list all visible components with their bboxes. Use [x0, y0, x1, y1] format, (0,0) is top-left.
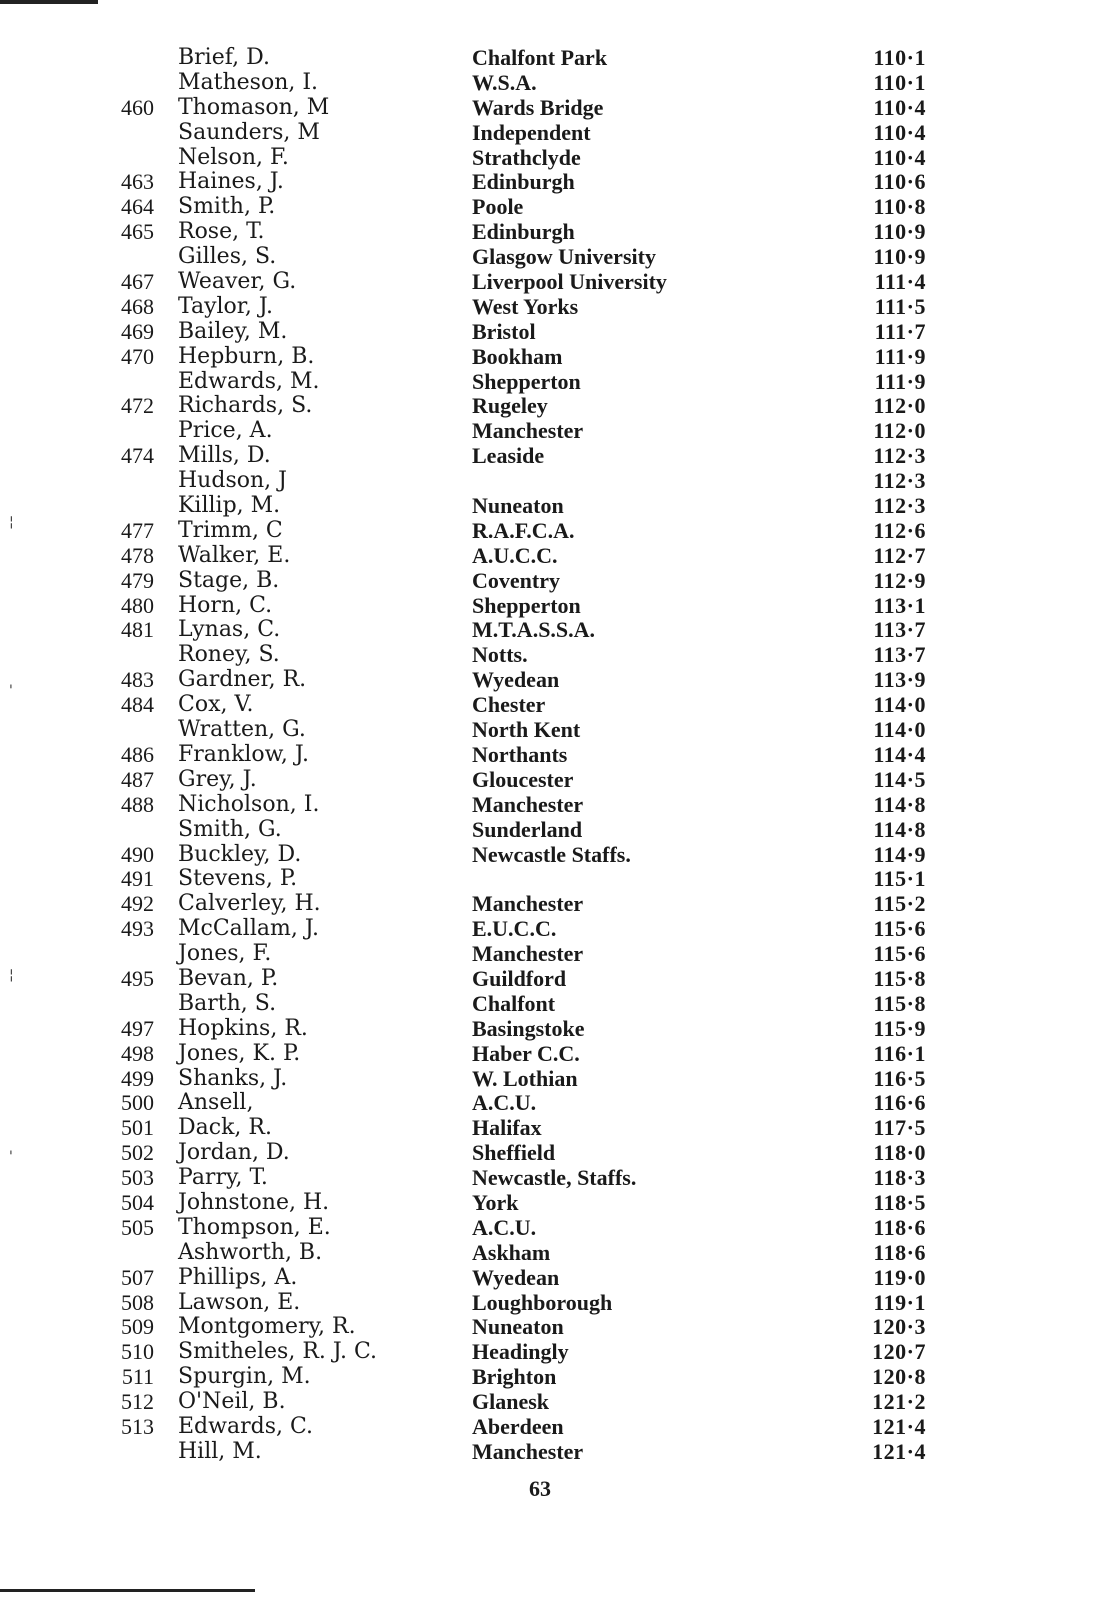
club-name: Wyedean	[472, 1264, 560, 1290]
finish-time: 114·9	[873, 841, 926, 867]
rider-name: Gilles, S.	[178, 244, 277, 270]
rider-name: Haines, J.	[178, 169, 284, 195]
result-row	[0, 1390, 1103, 1415]
club-name: Haber C.C.	[472, 1040, 580, 1066]
finish-time: 112·3	[873, 443, 926, 469]
finish-time: 111·7	[874, 318, 926, 344]
club-name: Manchester	[472, 418, 584, 444]
result-row	[0, 643, 1103, 668]
finish-time: 114·8	[873, 816, 926, 842]
club-name: Halifax	[472, 1115, 542, 1141]
club-name: Coventry	[472, 567, 560, 593]
finish-time: 113·9	[873, 667, 926, 693]
rider-name: Hudson, J	[178, 468, 287, 494]
position-number: 483	[121, 667, 154, 693]
club-name: Glanesk	[472, 1389, 550, 1415]
rider-name: Trimm, C	[178, 517, 283, 543]
club-name: Newcastle Staffs.	[472, 841, 631, 867]
result-row	[0, 718, 1103, 743]
club-name: A.C.U.	[472, 1090, 537, 1116]
finish-time: 110·1	[873, 45, 926, 70]
result-row	[0, 270, 1103, 295]
position-number: 500	[121, 1090, 154, 1116]
result-row	[0, 46, 1103, 71]
position-number: 510	[121, 1339, 154, 1365]
club-name: M.T.A.S.S.A.	[472, 617, 596, 643]
rider-name: O'Neil, B.	[178, 1389, 286, 1415]
result-row	[0, 519, 1103, 544]
club-name: W.S.A.	[472, 69, 537, 95]
finish-time: 110·1	[873, 69, 926, 95]
rider-name: Johnstone, H.	[178, 1189, 330, 1215]
club-name: Nuneaton	[472, 493, 564, 519]
result-row	[0, 1440, 1103, 1465]
rider-name: Thomason, M	[178, 94, 330, 120]
club-name: Notts.	[472, 642, 528, 668]
club-name: Aberdeen	[472, 1413, 564, 1439]
result-row	[0, 195, 1103, 220]
result-row	[0, 71, 1103, 96]
club-name: Glasgow University	[472, 244, 656, 270]
rider-name: Roney, S.	[178, 642, 280, 668]
rider-name: Hill, M.	[178, 1438, 262, 1464]
club-name: Guildford	[472, 965, 567, 991]
result-row	[0, 544, 1103, 569]
club-name: West Yorks	[472, 293, 579, 319]
finish-time: 112·9	[873, 567, 926, 593]
finish-time: 110·9	[873, 219, 926, 245]
finish-time: 118·3	[873, 1165, 926, 1191]
result-row	[0, 419, 1103, 444]
position-number: 488	[121, 791, 154, 817]
finish-time: 121·4	[872, 1413, 926, 1439]
result-row	[0, 967, 1103, 992]
position-number: 498	[121, 1040, 154, 1066]
position-number: 467	[121, 269, 154, 295]
club-name: Manchester	[472, 1438, 584, 1464]
club-name: Leaside	[472, 443, 545, 469]
club-name: Wards Bridge	[472, 94, 604, 120]
rider-name: Killip, M.	[178, 493, 281, 519]
finish-time: 120·3	[872, 1314, 926, 1340]
rider-name: Cox, V.	[178, 692, 254, 718]
margin-mark: ¦	[9, 967, 14, 983]
position-number: 497	[121, 1015, 154, 1041]
result-row	[0, 1017, 1103, 1042]
club-name: Headingly	[472, 1339, 569, 1365]
result-row	[0, 345, 1103, 370]
position-number: 507	[121, 1264, 154, 1290]
rider-name: Stevens, P.	[178, 866, 298, 892]
finish-time: 112·0	[873, 418, 926, 444]
finish-time: 116·5	[873, 1065, 926, 1091]
position-number: 479	[121, 567, 154, 593]
finish-time: 117·5	[873, 1115, 926, 1141]
position-number: 504	[121, 1189, 154, 1215]
result-row	[0, 320, 1103, 345]
result-row	[0, 1291, 1103, 1316]
result-row	[0, 146, 1103, 171]
rider-name: Horn, C.	[178, 592, 273, 618]
club-name: Poole	[472, 194, 524, 220]
position-number: 478	[121, 542, 154, 568]
rider-name: Hepburn, B.	[178, 343, 315, 369]
club-name: A.U.C.C.	[472, 542, 558, 568]
club-name: Northants	[472, 741, 568, 767]
finish-time: 110·9	[873, 244, 926, 270]
rider-name: Stage, B.	[178, 567, 280, 593]
finish-time: 114·0	[873, 692, 926, 718]
result-row	[0, 394, 1103, 419]
rider-name: Jordan, D.	[178, 1140, 290, 1166]
finish-time: 112·3	[873, 468, 926, 494]
club-name: A.C.U.	[472, 1214, 537, 1240]
position-number: 508	[121, 1289, 154, 1315]
rider-name: Nicholson, I.	[178, 791, 320, 817]
rider-name: Hopkins, R.	[178, 1015, 308, 1041]
result-row	[0, 917, 1103, 942]
club-name: Chalfont	[472, 990, 556, 1016]
result-row	[0, 1141, 1103, 1166]
club-name: Independent	[472, 119, 591, 145]
result-row	[0, 818, 1103, 843]
rider-name: Smitheles, R. J. C.	[178, 1339, 378, 1365]
position-number: 501	[121, 1115, 154, 1141]
results-list	[0, 46, 1103, 1465]
finish-time: 112·0	[873, 393, 926, 419]
position-number: 511	[121, 1364, 154, 1390]
position-number: 490	[121, 841, 154, 867]
rider-name: Ashworth, B.	[178, 1239, 323, 1265]
club-name: Askham	[472, 1239, 551, 1265]
margin-mark: '	[9, 1149, 13, 1165]
rider-name: Ansell,	[178, 1090, 254, 1116]
position-number: 477	[121, 517, 154, 543]
position-number: 495	[121, 965, 154, 991]
result-row	[0, 992, 1103, 1017]
club-name: Liverpool University	[472, 269, 667, 295]
finish-time: 110·4	[873, 119, 926, 145]
result-row	[0, 743, 1103, 768]
rider-name: Rose, T.	[178, 219, 265, 245]
result-row	[0, 1216, 1103, 1241]
rider-name: Barth, S.	[178, 990, 277, 1016]
result-row	[0, 843, 1103, 868]
finish-time: 120·7	[872, 1339, 926, 1365]
finish-time: 115·8	[873, 965, 926, 991]
finish-time: 112·3	[873, 493, 926, 519]
rider-name: Spurgin, M.	[178, 1364, 311, 1390]
result-row	[0, 1241, 1103, 1266]
result-row	[0, 1315, 1103, 1340]
result-row	[0, 220, 1103, 245]
position-number: 470	[121, 343, 154, 369]
result-row	[0, 867, 1103, 892]
result-row	[0, 1067, 1103, 1092]
position-number: 503	[121, 1165, 154, 1191]
club-name: Edinburgh	[472, 219, 575, 245]
club-name: Edinburgh	[472, 169, 575, 195]
club-name: Manchester	[472, 791, 584, 817]
rider-name: Dack, R.	[178, 1115, 272, 1141]
result-row	[0, 618, 1103, 643]
position-number: 487	[121, 766, 154, 792]
position-number: 509	[121, 1314, 154, 1340]
finish-time: 118·6	[873, 1214, 926, 1240]
finish-time: 114·0	[873, 717, 926, 743]
result-row	[0, 370, 1103, 395]
finish-time: 121·2	[872, 1389, 926, 1415]
finish-time: 118·5	[873, 1189, 926, 1215]
position-number: 474	[121, 443, 154, 469]
club-name: Rugeley	[472, 393, 548, 419]
rider-name: McCallam, J.	[178, 916, 319, 942]
club-name: Nuneaton	[472, 1314, 564, 1340]
rider-name: Price, A.	[178, 418, 273, 444]
result-row	[0, 1042, 1103, 1067]
rider-name: Calverley, H.	[178, 891, 321, 917]
finish-time: 116·1	[873, 1040, 926, 1066]
result-row	[0, 121, 1103, 146]
finish-time: 115·6	[873, 941, 926, 967]
finish-time: 115·9	[873, 1015, 926, 1041]
club-name: Chester	[472, 692, 546, 718]
position-number: 512	[121, 1389, 154, 1415]
rider-name: Jones, F.	[178, 941, 272, 967]
club-name: W. Lothian	[472, 1065, 578, 1091]
finish-time: 119·1	[873, 1289, 926, 1315]
top-rule	[0, 0, 98, 4]
position-number: 464	[121, 194, 154, 220]
rider-name: Edwards, M.	[178, 368, 320, 394]
rider-name: Nelson, F.	[178, 144, 289, 170]
finish-time: 113·1	[873, 592, 926, 618]
rider-name: Franklow, J.	[178, 741, 309, 767]
rider-name: Jones, K. P.	[178, 1040, 301, 1066]
result-row	[0, 1340, 1103, 1365]
finish-time: 115·6	[873, 916, 926, 942]
bottom-rule	[0, 1589, 255, 1592]
result-row	[0, 1116, 1103, 1141]
position-number: 493	[121, 916, 154, 942]
club-name: Loughborough	[472, 1289, 613, 1315]
finish-time: 115·8	[873, 990, 926, 1016]
result-row	[0, 1266, 1103, 1291]
rider-name: Taylor, J.	[178, 293, 273, 319]
result-row	[0, 170, 1103, 195]
rider-name: Gardner, R.	[178, 667, 307, 693]
position-number: 484	[121, 692, 154, 718]
rider-name: Saunders, M	[178, 119, 320, 145]
rider-name: Thompson, E.	[178, 1214, 331, 1240]
finish-time: 112·6	[873, 517, 926, 543]
club-name: Newcastle, Staffs.	[472, 1165, 637, 1191]
result-row	[0, 594, 1103, 619]
club-name: Sunderland	[472, 816, 583, 842]
position-number: 463	[121, 169, 154, 195]
rider-name: Edwards, C.	[178, 1413, 314, 1439]
finish-time: 110·8	[873, 194, 926, 220]
position-number: 492	[121, 891, 154, 917]
result-row	[0, 668, 1103, 693]
finish-time: 110·6	[873, 169, 926, 195]
club-name: Chalfont Park	[472, 45, 608, 70]
finish-time: 110·4	[873, 144, 926, 170]
result-row	[0, 942, 1103, 967]
finish-time: 114·8	[873, 791, 926, 817]
club-name: Manchester	[472, 941, 584, 967]
rider-name: Walker, E.	[178, 542, 291, 568]
result-row	[0, 569, 1103, 594]
club-name: Wyedean	[472, 667, 560, 693]
finish-time: 110·4	[873, 94, 926, 120]
page-number: 63	[529, 1476, 551, 1501]
club-name: R.A.F.C.A.	[472, 517, 575, 543]
result-row	[0, 1191, 1103, 1216]
club-name: York	[472, 1189, 519, 1215]
result-row	[0, 1166, 1103, 1191]
result-row	[0, 1091, 1103, 1116]
finish-time: 111·9	[874, 343, 926, 369]
position-number: 460	[121, 94, 154, 120]
margin-mark: ¦	[9, 514, 14, 530]
rider-name: Parry, T.	[178, 1165, 268, 1191]
result-row	[0, 892, 1103, 917]
club-name: Brighton	[472, 1364, 557, 1390]
position-number: 486	[121, 741, 154, 767]
rider-name: Brief, D.	[178, 45, 270, 70]
finish-time: 118·0	[873, 1140, 926, 1166]
club-name: Bookham	[472, 343, 563, 369]
finish-time: 121·4	[872, 1438, 926, 1464]
rider-name: Montgomery, R.	[178, 1314, 356, 1340]
finish-time: 111·9	[874, 368, 926, 394]
club-name: North Kent	[472, 717, 581, 743]
finish-time: 111·4	[874, 269, 926, 295]
finish-time: 111·5	[874, 293, 926, 319]
finish-time: 112·7	[873, 542, 926, 568]
rider-name: Grey, J.	[178, 766, 257, 792]
result-row	[0, 245, 1103, 270]
rider-name: Smith, G.	[178, 816, 282, 842]
position-number: 465	[121, 219, 154, 245]
rider-name: Bailey, M.	[178, 318, 288, 344]
club-name: Shepperton	[472, 592, 581, 618]
rider-name: Richards, S.	[178, 393, 313, 419]
finish-time: 119·0	[873, 1264, 926, 1290]
rider-name: Shanks, J.	[178, 1065, 288, 1091]
finish-time: 118·6	[873, 1239, 926, 1265]
club-name: E.U.C.C.	[472, 916, 557, 942]
finish-time: 114·4	[873, 741, 926, 767]
result-row	[0, 469, 1103, 494]
position-number: 502	[121, 1140, 154, 1166]
result-row	[0, 693, 1103, 718]
rider-name: Matheson, I.	[178, 69, 319, 95]
result-row	[0, 96, 1103, 121]
club-name: Basingstoke	[472, 1015, 585, 1041]
result-row	[0, 1415, 1103, 1440]
rider-name: Buckley, D.	[178, 841, 302, 867]
position-number: 481	[121, 617, 154, 643]
result-row	[0, 1365, 1103, 1390]
position-number: 499	[121, 1065, 154, 1091]
rider-name: Weaver, G.	[178, 269, 297, 295]
position-number: 491	[121, 866, 154, 892]
club-name: Strathclyde	[472, 144, 581, 170]
club-name: Sheffield	[472, 1140, 556, 1166]
finish-time: 115·2	[873, 891, 926, 917]
rider-name: Lynas, C.	[178, 617, 281, 643]
club-name: Manchester	[472, 891, 584, 917]
club-name: Shepperton	[472, 368, 581, 394]
rider-name: Phillips, A.	[178, 1264, 298, 1290]
rider-name: Mills, D.	[178, 443, 271, 469]
club-name: Gloucester	[472, 766, 574, 792]
finish-time: 113·7	[873, 617, 926, 643]
finish-time: 115·1	[873, 866, 926, 892]
club-name: Bristol	[472, 318, 536, 344]
finish-time: 113·7	[873, 642, 926, 668]
rider-name: Wratten, G.	[178, 717, 306, 743]
position-number: 472	[121, 393, 154, 419]
position-number: 505	[121, 1214, 154, 1240]
result-row	[0, 295, 1103, 320]
result-row	[0, 793, 1103, 818]
margin-mark: '	[9, 683, 13, 699]
rider-name: Bevan, P.	[178, 965, 279, 991]
finish-time: 114·5	[873, 766, 926, 792]
position-number: 469	[121, 318, 154, 344]
position-number: 513	[121, 1413, 154, 1439]
result-row	[0, 494, 1103, 519]
finish-time: 116·6	[873, 1090, 926, 1116]
result-row	[0, 444, 1103, 469]
position-number: 468	[121, 293, 154, 319]
result-row	[0, 768, 1103, 793]
finish-time: 120·8	[872, 1364, 926, 1390]
rider-name: Smith, P.	[178, 194, 276, 220]
rider-name: Lawson, E.	[178, 1289, 301, 1315]
position-number: 480	[121, 592, 154, 618]
